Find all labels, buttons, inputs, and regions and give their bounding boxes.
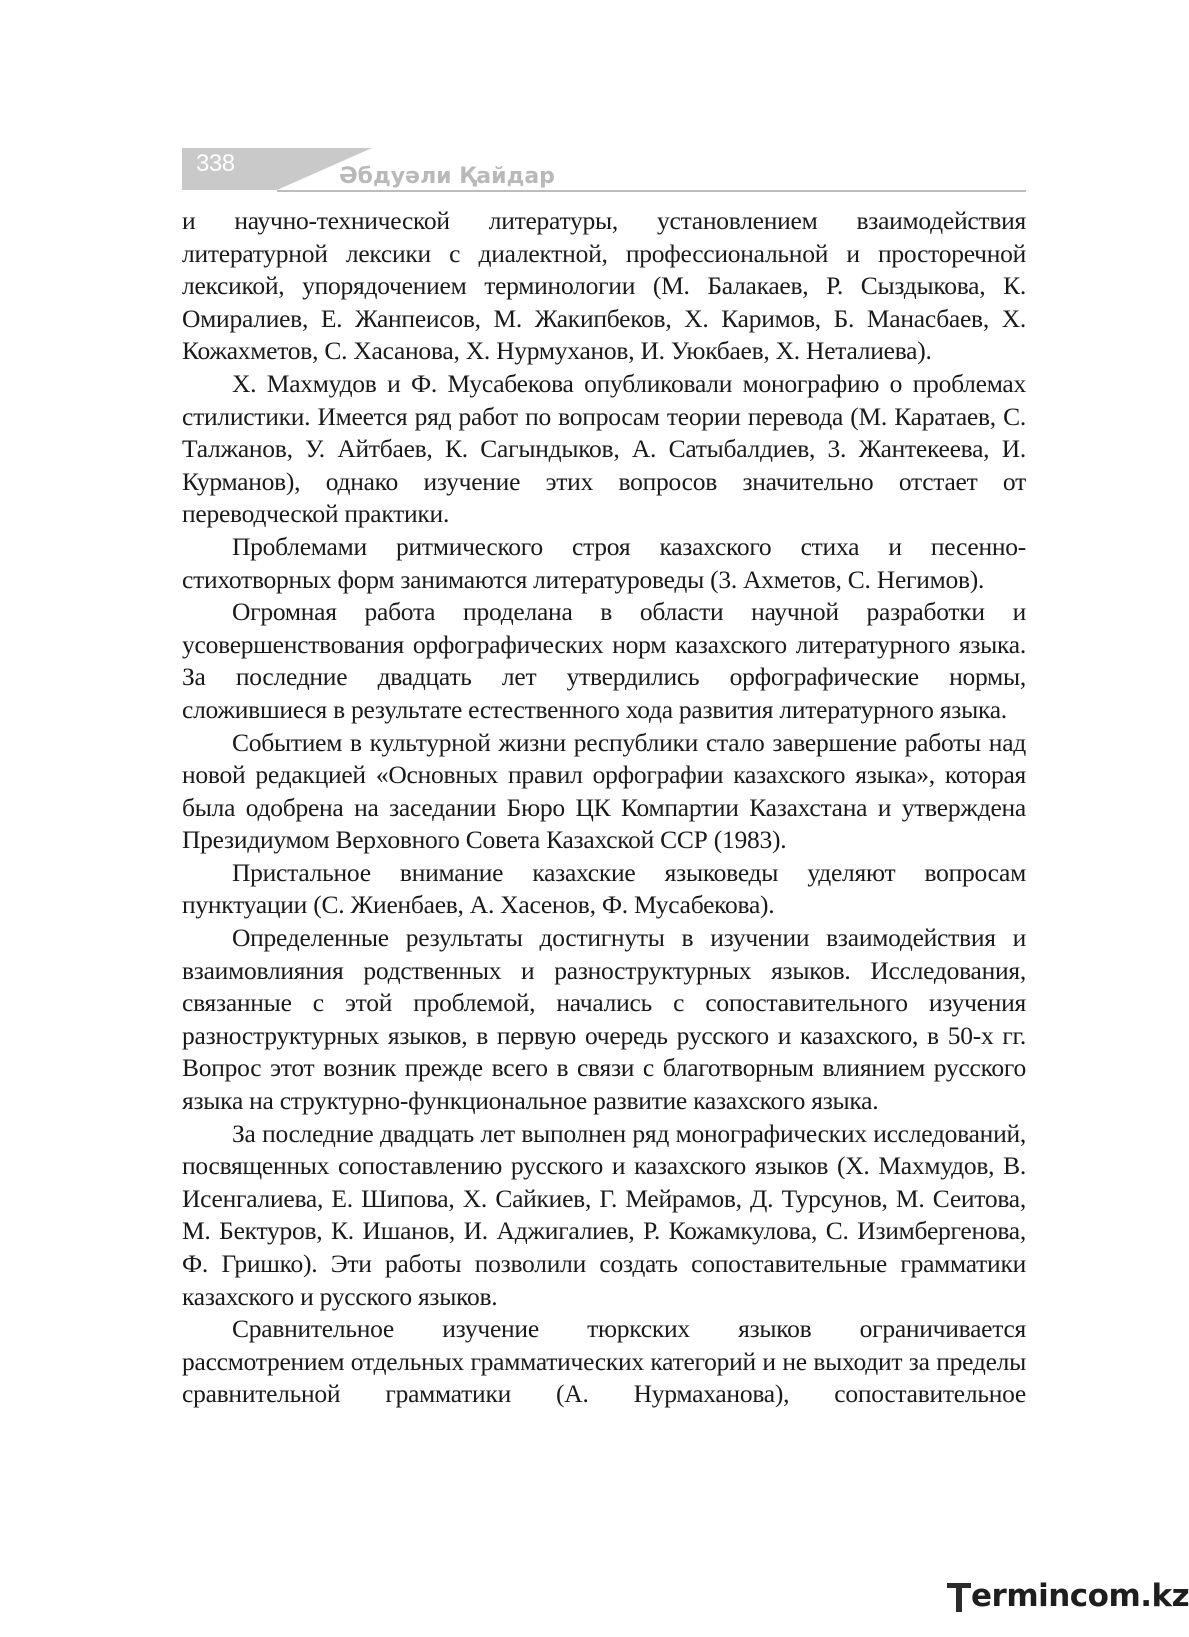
page-header [182, 148, 1026, 194]
paragraph-5: Событием в культурной жизни республики стало завершение работы над новой редакцией «Основных правил орфографии казахского языка», которая была одобрена на заседании Бюро ЦК Компартии Казахстана и утверждена Президиумом Верховного Совета Казахской ССР (1983). [182, 727, 1026, 855]
header-rule [277, 190, 1026, 192]
watermark-text: ermincom.kz [971, 1578, 1189, 1614]
paragraph-8: За последние двадцать лет выполнен ряд монографических исследований, посвященных сопоставлению русского и казахского языков (Х. Махмудов, В. Исенгалиева, Е. Шипова, Х. Сайкиев, Г. Мейрамов, Д. Турсунов, М. Сеитова, М. Бектуров, К. Ишанов, И. Аджигалиев, Р. Кожамкулова, С. Изимбергенова, Ф. Гришко). Эти работы позволили создать сопоставительные грамматики казахского и русского языков. [182, 1118, 1026, 1311]
paragraph-4: Огромная работа проделана в области научной разработки и усовершенствования орфографических норм казахского литературного языка. За последние двадцать лет утвердились орфографические нормы, сложившиеся в результате естественного хода развития литературного языка. [182, 597, 1026, 724]
watermark-t-stem [956, 1583, 962, 1612]
body-text [182, 205, 1026, 1411]
paragraph-9: Сравнительное изучение тюркских языков ограничивается рассмотрением отдельных грамматических категорий и не выходит за пределы сравнительной грамматики (А. Нурмаханова), сопоставительное [182, 1314, 1026, 1409]
site-watermark [947, 1578, 1189, 1626]
running-title: Әбдуәли Қайдар [339, 164, 555, 189]
paragraph-1: и научно-технической литературы, установлением взаимодействия литературной лексики с диалектной, профессиональной и просторечной лексикой, упорядочением терминологии (М. Балакаев, Р. Сыздыкова, К. Омиралиев, Е. Жанпеисов, М. Жакипбеков, Х. Каримов, Б. Манасбаев, Х. Кожахметов, С. Хасанова, Х. Нурмуханов, И. Уюкбаев, Х. Неталиева). [182, 206, 1026, 366]
paragraph-6: Пристальное внимание казахские языковеды уделяют вопросам пунктуации (С. Жиенбаев, А. Хасенов, Ф. Мусабекова). [182, 857, 1026, 920]
paragraph-3: Проблемами ритмического строя казахского стиха и песенно-стихотворных форм занимаются литературоведы (3. Ахметов, С. Негимов). [182, 531, 1026, 594]
paragraph-7: Определенные результаты достигнуты в изучении взаимодействия и взаимовлияния родственных и разноструктурных языков. Исследования, связанные с этой проблемой, начались с сопоставительного изучения разноструктурных языков, в первую очередь русского и казахского, в 50-х гг. Вопрос этот возник прежде всего в связи с благотворным влиянием русского языка на структурно-функциональное развитие казахского языка. [182, 923, 1026, 1116]
paragraph-2: Х. Махмудов и Ф. Мусабекова опубликовали монографию о проблемах стилистики. Имеется ряд работ по вопросам теории перевода (М. Каратаев, С. Талжанов, У. Айтбаев, К. Сагындыков, А. Сатыбалдиев, 3. Жантекеева, И. Курманов), однако изучение этих вопросов значительно отстает от переводческой практики. [182, 368, 1026, 529]
page-number: 338 [196, 150, 235, 177]
